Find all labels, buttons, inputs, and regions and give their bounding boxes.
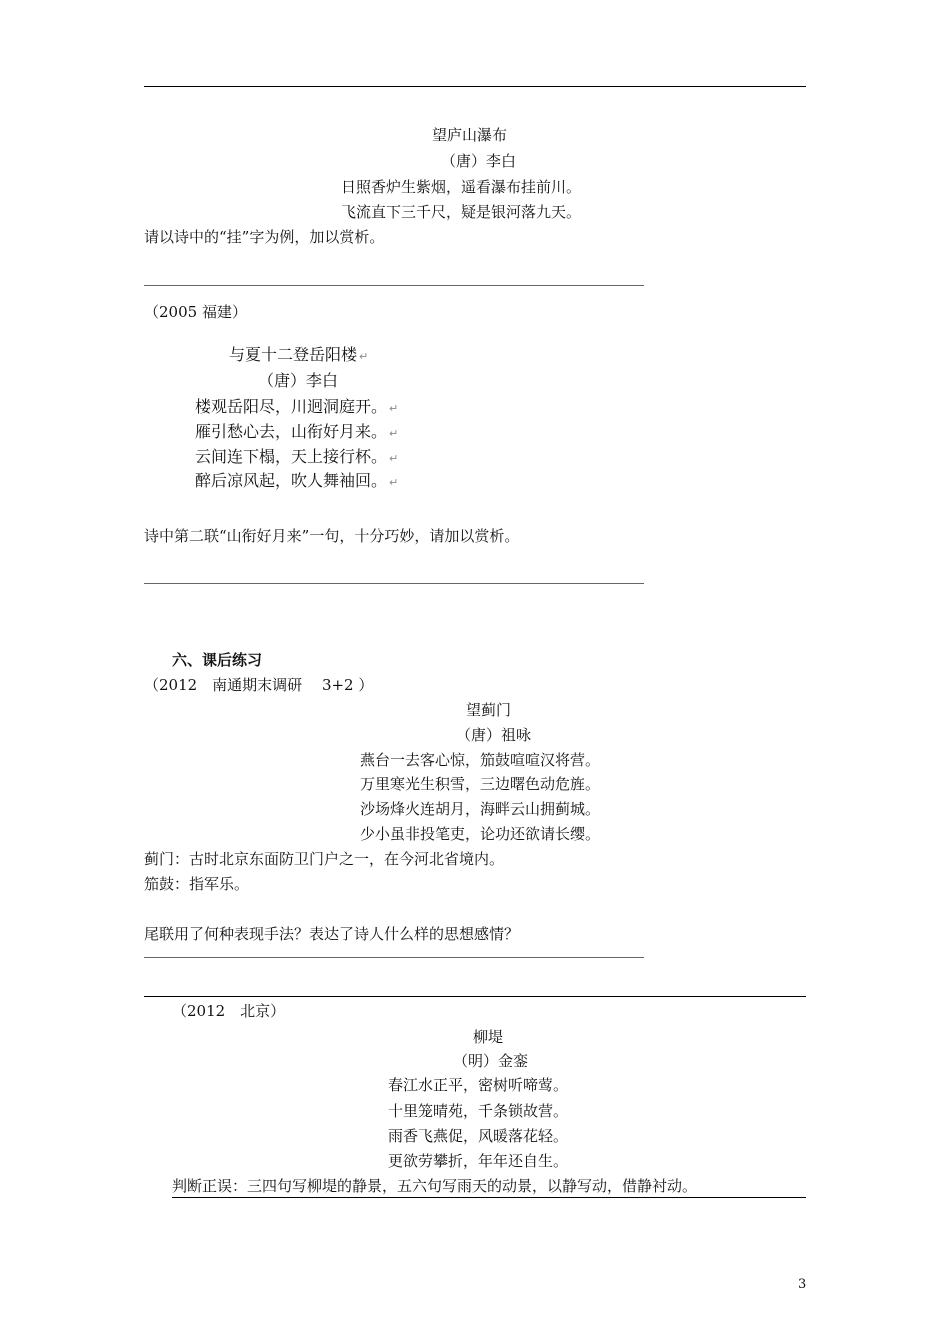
page-number: 3: [798, 1277, 807, 1292]
poem4-line-3: 雨香飞燕促，风暖落花轻。: [388, 1127, 569, 1145]
poem2-question: 诗中第二联“山衔好月来”一句，十分巧妙，请加以赏析。: [144, 527, 520, 545]
poem4-author: （明）金銮: [453, 1052, 529, 1070]
poem4-judgement: 判断正误：三四句写柳堤的静景，五六句写雨天的动景，以静写动，借静衬动。: [172, 1177, 698, 1195]
answer-line-3: [144, 957, 644, 958]
poem3-note-1: 蓟门：古时北京东面防卫门户之一，在今河北省境内。: [144, 850, 505, 868]
poem4-source: （2012 北京）: [172, 1002, 286, 1020]
poem1-line-1: 日照香炉生紫烟，遥看瀑布挂前川。: [341, 178, 582, 196]
box-bottom-rule: [172, 1197, 806, 1198]
poem1-line-2: 飞流直下三千尺，疑是银河落九天。: [341, 203, 582, 221]
top-rule: [144, 86, 806, 87]
poem4-line-4: 更欲劳攀折，年年还自生。: [388, 1152, 569, 1170]
poem3-question: 尾联用了何种表现手法？表达了诗人什么样的思想感情？: [144, 925, 520, 943]
box-top-rule: [144, 996, 806, 997]
source-2005: （2005 福建）: [144, 303, 247, 321]
poem2-author: （唐）李白: [258, 371, 339, 390]
poem2-line-2: 雁引愁心去，山衔好月来。 ↵: [195, 422, 399, 441]
poem2-line-3: 云间连下榻，天上接行杯。 ↵: [195, 447, 399, 466]
section6-source: （2012 南通期末调研 3+2 ）: [144, 676, 374, 694]
poem3-note-2: 笳鼓：指军乐。: [144, 875, 250, 893]
poem4-title: 柳堤: [473, 1028, 504, 1046]
poem1-author: （唐）李白: [441, 152, 517, 170]
poem3-line-3: 沙场烽火连胡月，海畔云山拥蓟城。: [360, 800, 601, 818]
section6-heading: 六、课后练习: [172, 651, 263, 669]
poem2-line-4: 醉后凉风起，吹人舞袖回。 ↵: [195, 471, 399, 490]
poem3-line-1: 燕台一去客心惊，笳鼓喧喧汉将营。: [360, 751, 601, 769]
answer-line-2: [144, 583, 644, 584]
poem1-title: 望庐山瀑布: [432, 126, 508, 144]
poem2-title: 与夏十二登岳阳楼 ↵: [229, 345, 369, 364]
poem1-question: 请以诗中的“挂”字为例，加以赏析。: [144, 228, 385, 246]
poem2-line-1: 楼观岳阳尽，川迥洞庭开。 ↵: [195, 397, 399, 416]
poem4-line-2: 十里笼晴苑，千条锁故营。: [388, 1102, 569, 1120]
answer-line-1: [144, 285, 644, 286]
poem3-line-4: 少小虽非投笔吏，论功还欲请长缨。: [360, 825, 601, 843]
poem3-title: 望蓟门: [466, 701, 512, 719]
poem3-line-2: 万里寒光生积雪，三边曙色动危旌。: [360, 775, 601, 793]
poem2-scan-image: [190, 338, 420, 498]
poem4-line-1: 春江水正平，密树听啼莺。: [388, 1076, 569, 1094]
poem3-author: （唐）祖咏: [456, 726, 532, 744]
